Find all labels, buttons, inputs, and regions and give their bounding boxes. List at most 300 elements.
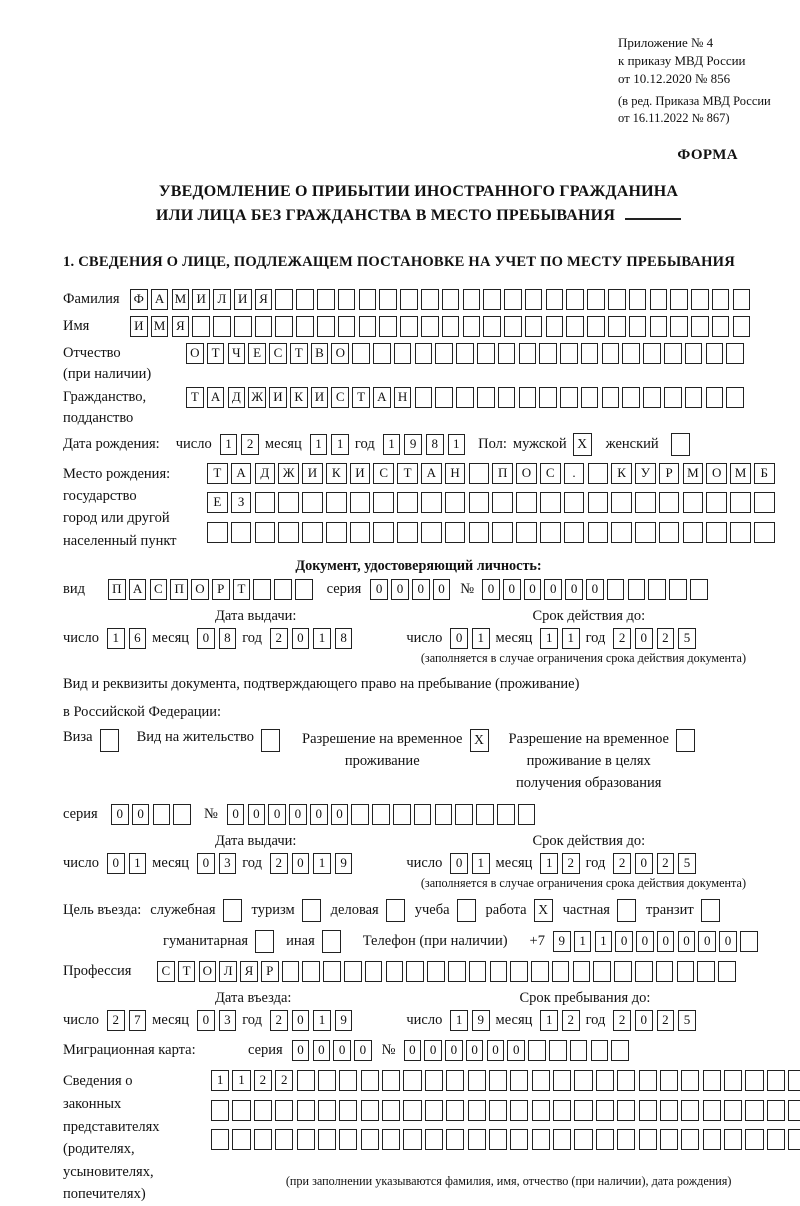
char-cell[interactable]	[564, 522, 585, 543]
char-cell[interactable]: 0	[268, 804, 286, 825]
char-cell[interactable]	[648, 579, 666, 600]
char-cell[interactable]	[690, 579, 708, 600]
char-cell[interactable]: 1	[313, 853, 331, 874]
char-cell[interactable]	[635, 522, 656, 543]
char-cell[interactable]	[540, 522, 561, 543]
char-cell[interactable]	[254, 1129, 272, 1150]
char-cell[interactable]	[560, 343, 578, 364]
char-cell[interactable]: 0	[333, 1040, 351, 1061]
char-cell[interactable]	[372, 804, 390, 825]
char-cell[interactable]: 2	[270, 853, 288, 874]
char-cell[interactable]	[573, 961, 591, 982]
char-cell[interactable]	[403, 1070, 421, 1091]
char-cell[interactable]: 0	[433, 579, 451, 600]
char-cell[interactable]	[622, 387, 640, 408]
char-cell[interactable]: 0	[391, 579, 409, 600]
char-cell[interactable]: Н	[394, 387, 412, 408]
char-cell[interactable]	[386, 961, 404, 982]
char-cell[interactable]: 0	[466, 1040, 484, 1061]
char-cell[interactable]	[446, 1070, 464, 1091]
checkbox[interactable]	[322, 930, 341, 953]
char-cell[interactable]: 1	[232, 1070, 250, 1091]
char-cell[interactable]	[745, 1100, 763, 1121]
char-cell[interactable]	[297, 1100, 315, 1121]
char-cell[interactable]: 9	[553, 931, 571, 952]
char-cell[interactable]	[463, 316, 481, 337]
char-cell[interactable]	[516, 492, 537, 513]
char-cell[interactable]: Л	[219, 961, 237, 982]
char-cell[interactable]	[232, 1129, 250, 1150]
char-cell[interactable]: А	[129, 579, 147, 600]
char-cell[interactable]: Р	[212, 579, 230, 600]
char-cell[interactable]	[581, 387, 599, 408]
char-cell[interactable]: 0	[107, 853, 125, 874]
char-cell[interactable]: 2	[275, 1070, 293, 1091]
char-cell[interactable]	[788, 1070, 800, 1091]
char-cell[interactable]: И	[311, 387, 329, 408]
char-cell[interactable]	[549, 1040, 567, 1061]
char-cell[interactable]: И	[302, 463, 323, 484]
char-cell[interactable]	[587, 316, 605, 337]
char-cell[interactable]	[528, 1040, 546, 1061]
char-cell[interactable]: 0	[482, 579, 500, 600]
checkbox[interactable]	[701, 899, 720, 922]
char-cell[interactable]: С	[331, 387, 349, 408]
char-cell[interactable]: Н	[445, 463, 466, 484]
char-cell[interactable]	[394, 343, 412, 364]
char-cell[interactable]	[318, 1100, 336, 1121]
char-cell[interactable]: 1	[540, 628, 558, 649]
char-cell[interactable]	[660, 1129, 678, 1150]
char-cell[interactable]	[421, 289, 439, 310]
char-cell[interactable]	[421, 522, 442, 543]
char-cell[interactable]	[393, 804, 411, 825]
char-cell[interactable]	[532, 1070, 550, 1091]
char-cell[interactable]	[706, 522, 727, 543]
char-cell[interactable]	[255, 492, 276, 513]
char-cell[interactable]	[339, 1070, 357, 1091]
char-cell[interactable]	[483, 289, 501, 310]
sex-female-checkbox[interactable]	[671, 433, 690, 456]
char-cell[interactable]	[588, 463, 609, 484]
char-cell[interactable]	[302, 961, 320, 982]
char-cell[interactable]	[456, 387, 474, 408]
char-cell[interactable]	[608, 289, 626, 310]
char-cell[interactable]	[365, 961, 383, 982]
char-cell[interactable]	[518, 804, 536, 825]
char-cell[interactable]	[421, 492, 442, 513]
char-cell[interactable]	[552, 961, 570, 982]
char-cell[interactable]	[566, 289, 584, 310]
char-cell[interactable]	[382, 1070, 400, 1091]
char-cell[interactable]	[173, 804, 191, 825]
char-cell[interactable]	[553, 1100, 571, 1121]
checkbox[interactable]	[302, 899, 321, 922]
char-cell[interactable]: 8	[219, 628, 237, 649]
char-cell[interactable]: В	[311, 343, 329, 364]
char-cell[interactable]: 1	[595, 931, 613, 952]
char-cell[interactable]: Т	[233, 579, 251, 600]
char-cell[interactable]	[706, 492, 727, 513]
char-cell[interactable]: 0	[450, 853, 468, 874]
char-cell[interactable]: 9	[404, 434, 422, 455]
checkbox[interactable]	[386, 899, 405, 922]
char-cell[interactable]	[611, 522, 632, 543]
char-cell[interactable]	[608, 316, 626, 337]
char-cell[interactable]: 1	[310, 434, 328, 455]
char-cell[interactable]	[497, 804, 515, 825]
char-cell[interactable]	[448, 961, 466, 982]
char-cell[interactable]	[724, 1070, 742, 1091]
char-cell[interactable]: 2	[562, 1010, 580, 1031]
char-cell[interactable]	[153, 804, 171, 825]
char-cell[interactable]	[539, 387, 557, 408]
char-cell[interactable]	[359, 289, 377, 310]
char-cell[interactable]	[359, 316, 377, 337]
char-cell[interactable]: Я	[172, 316, 190, 337]
char-cell[interactable]: 0	[445, 1040, 463, 1061]
char-cell[interactable]: Ж	[248, 387, 266, 408]
char-cell[interactable]	[489, 1070, 507, 1091]
char-cell[interactable]	[489, 1100, 507, 1121]
char-cell[interactable]	[463, 289, 481, 310]
char-cell[interactable]	[532, 1100, 550, 1121]
char-cell[interactable]	[697, 961, 715, 982]
char-cell[interactable]: А	[151, 289, 169, 310]
char-cell[interactable]: 0	[487, 1040, 505, 1061]
char-cell[interactable]	[596, 1100, 614, 1121]
char-cell[interactable]: 0	[248, 804, 266, 825]
char-cell[interactable]	[469, 522, 490, 543]
char-cell[interactable]: 6	[129, 628, 147, 649]
char-cell[interactable]: 1	[448, 434, 466, 455]
char-cell[interactable]: 0	[331, 804, 349, 825]
char-cell[interactable]	[726, 343, 744, 364]
char-cell[interactable]	[415, 387, 433, 408]
char-cell[interactable]	[553, 1070, 571, 1091]
char-cell[interactable]	[352, 343, 370, 364]
char-cell[interactable]	[483, 316, 501, 337]
char-cell[interactable]	[703, 1100, 721, 1121]
char-cell[interactable]	[788, 1129, 800, 1150]
char-cell[interactable]	[498, 343, 516, 364]
char-cell[interactable]	[681, 1100, 699, 1121]
char-cell[interactable]: 2	[241, 434, 259, 455]
char-cell[interactable]	[525, 289, 543, 310]
char-cell[interactable]	[275, 316, 293, 337]
char-cell[interactable]	[477, 387, 495, 408]
char-cell[interactable]	[510, 1070, 528, 1091]
char-cell[interactable]	[232, 1100, 250, 1121]
char-cell[interactable]	[297, 1129, 315, 1150]
char-cell[interactable]	[745, 1129, 763, 1150]
char-cell[interactable]	[733, 316, 751, 337]
char-cell[interactable]	[683, 522, 704, 543]
char-cell[interactable]	[703, 1129, 721, 1150]
char-cell[interactable]: 0	[565, 579, 583, 600]
char-cell[interactable]: 1	[129, 853, 147, 874]
char-cell[interactable]: .	[564, 463, 585, 484]
char-cell[interactable]	[611, 492, 632, 513]
char-cell[interactable]: 2	[107, 1010, 125, 1031]
char-cell[interactable]	[361, 1070, 379, 1091]
char-cell[interactable]: К	[611, 463, 632, 484]
char-cell[interactable]	[614, 961, 632, 982]
char-cell[interactable]	[323, 961, 341, 982]
char-cell[interactable]: 0	[132, 804, 150, 825]
char-cell[interactable]	[570, 1040, 588, 1061]
char-cell[interactable]: 7	[129, 1010, 147, 1031]
char-cell[interactable]: Л	[213, 289, 231, 310]
char-cell[interactable]	[379, 316, 397, 337]
char-cell[interactable]	[476, 804, 494, 825]
char-cell[interactable]	[468, 1070, 486, 1091]
char-cell[interactable]: 0	[503, 579, 521, 600]
char-cell[interactable]	[278, 492, 299, 513]
char-cell[interactable]: А	[207, 387, 225, 408]
checkbox[interactable]	[255, 930, 274, 953]
char-cell[interactable]	[664, 387, 682, 408]
char-cell[interactable]	[659, 522, 680, 543]
char-cell[interactable]	[414, 804, 432, 825]
char-cell[interactable]: О	[516, 463, 537, 484]
char-cell[interactable]: Т	[290, 343, 308, 364]
char-cell[interactable]: И	[234, 289, 252, 310]
char-cell[interactable]	[681, 1129, 699, 1150]
char-cell[interactable]	[574, 1100, 592, 1121]
char-cell[interactable]: 2	[270, 1010, 288, 1031]
char-cell[interactable]	[730, 522, 751, 543]
char-cell[interactable]: И	[350, 463, 371, 484]
char-cell[interactable]	[685, 343, 703, 364]
char-cell[interactable]	[469, 463, 490, 484]
char-cell[interactable]: 0	[635, 1010, 653, 1031]
char-cell[interactable]	[373, 343, 391, 364]
char-cell[interactable]	[446, 1129, 464, 1150]
char-cell[interactable]	[650, 289, 668, 310]
char-cell[interactable]	[516, 522, 537, 543]
char-cell[interactable]: 2	[613, 1010, 631, 1031]
char-cell[interactable]	[379, 289, 397, 310]
char-cell[interactable]: 1	[107, 628, 125, 649]
char-cell[interactable]: Я	[240, 961, 258, 982]
char-cell[interactable]	[566, 316, 584, 337]
char-cell[interactable]	[489, 1129, 507, 1150]
char-cell[interactable]: 0	[404, 1040, 422, 1061]
char-cell[interactable]: П	[170, 579, 188, 600]
char-cell[interactable]	[706, 343, 724, 364]
char-cell[interactable]	[677, 961, 695, 982]
char-cell[interactable]: О	[186, 343, 204, 364]
char-cell[interactable]	[611, 1040, 629, 1061]
char-cell[interactable]: 2	[657, 853, 675, 874]
char-cell[interactable]	[602, 387, 620, 408]
char-cell[interactable]	[207, 522, 228, 543]
char-cell[interactable]	[525, 316, 543, 337]
char-cell[interactable]	[788, 1100, 800, 1121]
char-cell[interactable]: К	[326, 463, 347, 484]
char-cell[interactable]	[498, 387, 516, 408]
char-cell[interactable]	[350, 492, 371, 513]
char-cell[interactable]	[519, 387, 537, 408]
char-cell[interactable]: С	[540, 463, 561, 484]
char-cell[interactable]	[318, 1129, 336, 1150]
char-cell[interactable]	[639, 1129, 657, 1150]
char-cell[interactable]	[740, 931, 758, 952]
char-cell[interactable]	[275, 1100, 293, 1121]
char-cell[interactable]: А	[231, 463, 252, 484]
char-cell[interactable]	[211, 1100, 229, 1121]
checkbox[interactable]	[457, 899, 476, 922]
char-cell[interactable]: Т	[178, 961, 196, 982]
char-cell[interactable]: М	[683, 463, 704, 484]
char-cell[interactable]	[421, 316, 439, 337]
char-cell[interactable]	[635, 492, 656, 513]
char-cell[interactable]	[468, 1100, 486, 1121]
char-cell[interactable]: Ф	[130, 289, 148, 310]
char-cell[interactable]: 0	[227, 804, 245, 825]
char-cell[interactable]: 0	[698, 931, 716, 952]
char-cell[interactable]	[382, 1129, 400, 1150]
char-cell[interactable]: Т	[207, 463, 228, 484]
char-cell[interactable]	[643, 387, 661, 408]
char-cell[interactable]	[361, 1100, 379, 1121]
char-cell[interactable]: С	[150, 579, 168, 600]
char-cell[interactable]: 8	[426, 434, 444, 455]
char-cell[interactable]: 1	[574, 931, 592, 952]
char-cell[interactable]: 0	[450, 628, 468, 649]
char-cell[interactable]	[596, 1129, 614, 1150]
char-cell[interactable]	[656, 961, 674, 982]
char-cell[interactable]	[691, 316, 709, 337]
char-cell[interactable]	[718, 961, 736, 982]
visa-checkbox[interactable]	[100, 729, 119, 752]
char-cell[interactable]	[338, 289, 356, 310]
char-cell[interactable]	[382, 1100, 400, 1121]
char-cell[interactable]: 5	[678, 853, 696, 874]
char-cell[interactable]	[546, 316, 564, 337]
char-cell[interactable]: 1	[331, 434, 349, 455]
residence-permit-checkbox[interactable]	[261, 729, 280, 752]
char-cell[interactable]	[685, 387, 703, 408]
char-cell[interactable]: 0	[412, 579, 430, 600]
char-cell[interactable]: М	[151, 316, 169, 337]
char-cell[interactable]	[234, 316, 252, 337]
char-cell[interactable]: О	[199, 961, 217, 982]
sex-male-checkbox[interactable]: X	[573, 433, 592, 456]
char-cell[interactable]	[639, 1100, 657, 1121]
char-cell[interactable]	[669, 579, 687, 600]
char-cell[interactable]	[456, 343, 474, 364]
char-cell[interactable]: Т	[397, 463, 418, 484]
char-cell[interactable]	[660, 1070, 678, 1091]
char-cell[interactable]	[628, 579, 646, 600]
char-cell[interactable]	[317, 316, 335, 337]
temp-residence-edu-checkbox[interactable]	[676, 729, 695, 752]
char-cell[interactable]	[435, 804, 453, 825]
char-cell[interactable]	[553, 1129, 571, 1150]
char-cell[interactable]: 0	[313, 1040, 331, 1061]
char-cell[interactable]: Р	[261, 961, 279, 982]
char-cell[interactable]	[539, 343, 557, 364]
char-cell[interactable]	[617, 1070, 635, 1091]
char-cell[interactable]: 5	[678, 628, 696, 649]
char-cell[interactable]	[660, 1100, 678, 1121]
char-cell[interactable]: 3	[219, 1010, 237, 1031]
char-cell[interactable]: С	[269, 343, 287, 364]
char-cell[interactable]	[650, 316, 668, 337]
char-cell[interactable]	[519, 343, 537, 364]
char-cell[interactable]: О	[191, 579, 209, 600]
char-cell[interactable]	[318, 1070, 336, 1091]
char-cell[interactable]: Р	[659, 463, 680, 484]
char-cell[interactable]	[302, 492, 323, 513]
char-cell[interactable]	[596, 1070, 614, 1091]
char-cell[interactable]: 0	[197, 628, 215, 649]
char-cell[interactable]	[712, 289, 730, 310]
char-cell[interactable]	[403, 1129, 421, 1150]
char-cell[interactable]	[691, 289, 709, 310]
char-cell[interactable]	[350, 522, 371, 543]
char-cell[interactable]	[574, 1129, 592, 1150]
char-cell[interactable]: 0	[657, 931, 675, 952]
char-cell[interactable]	[703, 1070, 721, 1091]
char-cell[interactable]	[602, 343, 620, 364]
char-cell[interactable]	[192, 316, 210, 337]
char-cell[interactable]: 1	[472, 853, 490, 874]
char-cell[interactable]	[275, 289, 293, 310]
checkbox[interactable]	[223, 899, 242, 922]
char-cell[interactable]	[754, 522, 775, 543]
char-cell[interactable]: 5	[678, 1010, 696, 1031]
char-cell[interactable]	[629, 289, 647, 310]
char-cell[interactable]: 0	[197, 853, 215, 874]
char-cell[interactable]	[581, 343, 599, 364]
char-cell[interactable]: 0	[719, 931, 737, 952]
char-cell[interactable]	[296, 316, 314, 337]
char-cell[interactable]: П	[492, 463, 513, 484]
char-cell[interactable]	[427, 961, 445, 982]
char-cell[interactable]	[706, 387, 724, 408]
char-cell[interactable]	[477, 343, 495, 364]
char-cell[interactable]	[326, 492, 347, 513]
char-cell[interactable]	[373, 522, 394, 543]
checkbox[interactable]: X	[534, 899, 553, 922]
char-cell[interactable]	[607, 579, 625, 600]
char-cell[interactable]: 0	[678, 931, 696, 952]
char-cell[interactable]: 1	[472, 628, 490, 649]
char-cell[interactable]	[442, 289, 460, 310]
char-cell[interactable]: И	[192, 289, 210, 310]
char-cell[interactable]: М	[172, 289, 190, 310]
char-cell[interactable]	[670, 289, 688, 310]
char-cell[interactable]	[339, 1129, 357, 1150]
char-cell[interactable]: 2	[613, 628, 631, 649]
char-cell[interactable]: 0	[507, 1040, 525, 1061]
char-cell[interactable]	[446, 1100, 464, 1121]
char-cell[interactable]: 2	[657, 628, 675, 649]
checkbox[interactable]	[617, 899, 636, 922]
char-cell[interactable]	[435, 387, 453, 408]
char-cell[interactable]: 8	[335, 628, 353, 649]
char-cell[interactable]	[469, 492, 490, 513]
char-cell[interactable]	[278, 522, 299, 543]
char-cell[interactable]	[532, 1129, 550, 1150]
char-cell[interactable]: Е	[207, 492, 228, 513]
char-cell[interactable]	[664, 343, 682, 364]
char-cell[interactable]	[338, 316, 356, 337]
char-cell[interactable]: П	[108, 579, 126, 600]
